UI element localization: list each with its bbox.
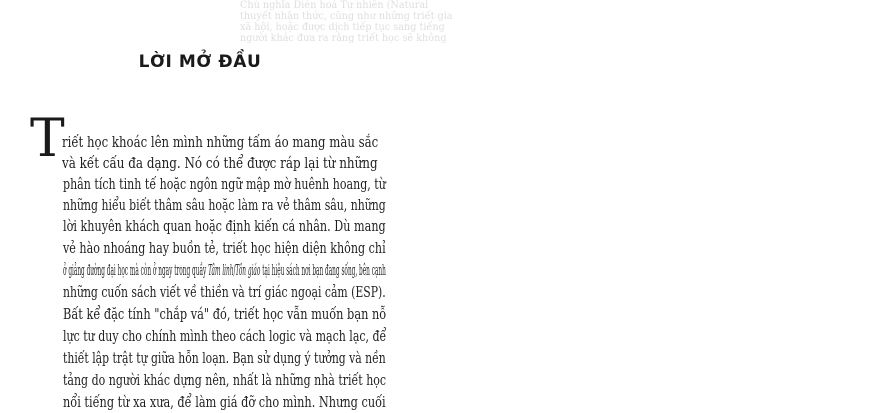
chapter-heading: LỜI MỞ ĐẦU	[138, 52, 262, 72]
bleed-through-line: xã hội, hoặc được dịch tiếp tục sang tiếng	[240, 21, 445, 33]
bleed-through-text	[240, 0, 453, 60]
bleed-through-line: thuyết nhận thức, cũng như những triết gia	[240, 10, 453, 22]
bleed-through-line: người khác đưa ra rằng triết học sẽ không	[240, 32, 447, 44]
body-text-segment: ở giảng đường đại học mà còn ở ngay trong quầy	[63, 263, 209, 279]
body-text-segment: tại hiệu sách nơi bạn đang sống, bên cạnh	[260, 263, 386, 279]
italic-term: Tôn giáo	[235, 263, 261, 279]
body-line: tảng do người khác dựng nên, nhất là những nhà triết học	[63, 373, 387, 389]
body-line: và kết cấu đa dạng. Nó có thể được ráp lại từ những	[62, 156, 378, 172]
body-line-with-italic: ở giảng đường đại học mà còn ở ngay trong quầy Tâm linh/Tôn giáo tại hiệu sách nơi bạn đang sống, bên cạnh	[63, 263, 386, 279]
body-line: vẻ hào nhoáng hay buồn tẻ, triết học hiện diện không chỉ	[63, 241, 386, 257]
body-line: thiết lập trật tự giữa hỗn loạn. Bạn sử dụng ý tưởng và nền	[63, 351, 386, 367]
body-line: phân tích tinh tế hoặc ngôn ngữ mập mờ huênh hoang, từ	[63, 177, 386, 193]
body-line: lời khuyên khách quan hoặc định kiến cá nhân. Dù mang	[63, 219, 386, 235]
body-line: Bất kể đặc tính "chắp vá" đó, triết học vẫn muốn bạn nỗ	[63, 307, 387, 323]
bleed-through-line: Chủ nghĩa Diễn hoá Tự nhiên (Natural	[240, 0, 429, 11]
body-line: những hiểu biết thâm sâu hoặc làm ra vẻ thâm sâu, những	[63, 198, 386, 214]
italic-term: Tâm	[208, 263, 221, 279]
drop-cap: T	[30, 109, 65, 169]
italic-term: linh	[222, 263, 234, 279]
body-line: những cuốn sách viết về thiền và trí giác ngoại cảm (ESP).	[63, 285, 386, 301]
body-line: lực tư duy cho chính mình theo cách logic và mạch lạc, để	[63, 329, 387, 345]
body-line: riết học khoác lên mình những tấm áo mang màu sắc	[62, 135, 379, 151]
body-line: nổi tiếng từ xa xưa, để làm giá đỡ cho mình. Nhưng cuối	[63, 395, 386, 411]
